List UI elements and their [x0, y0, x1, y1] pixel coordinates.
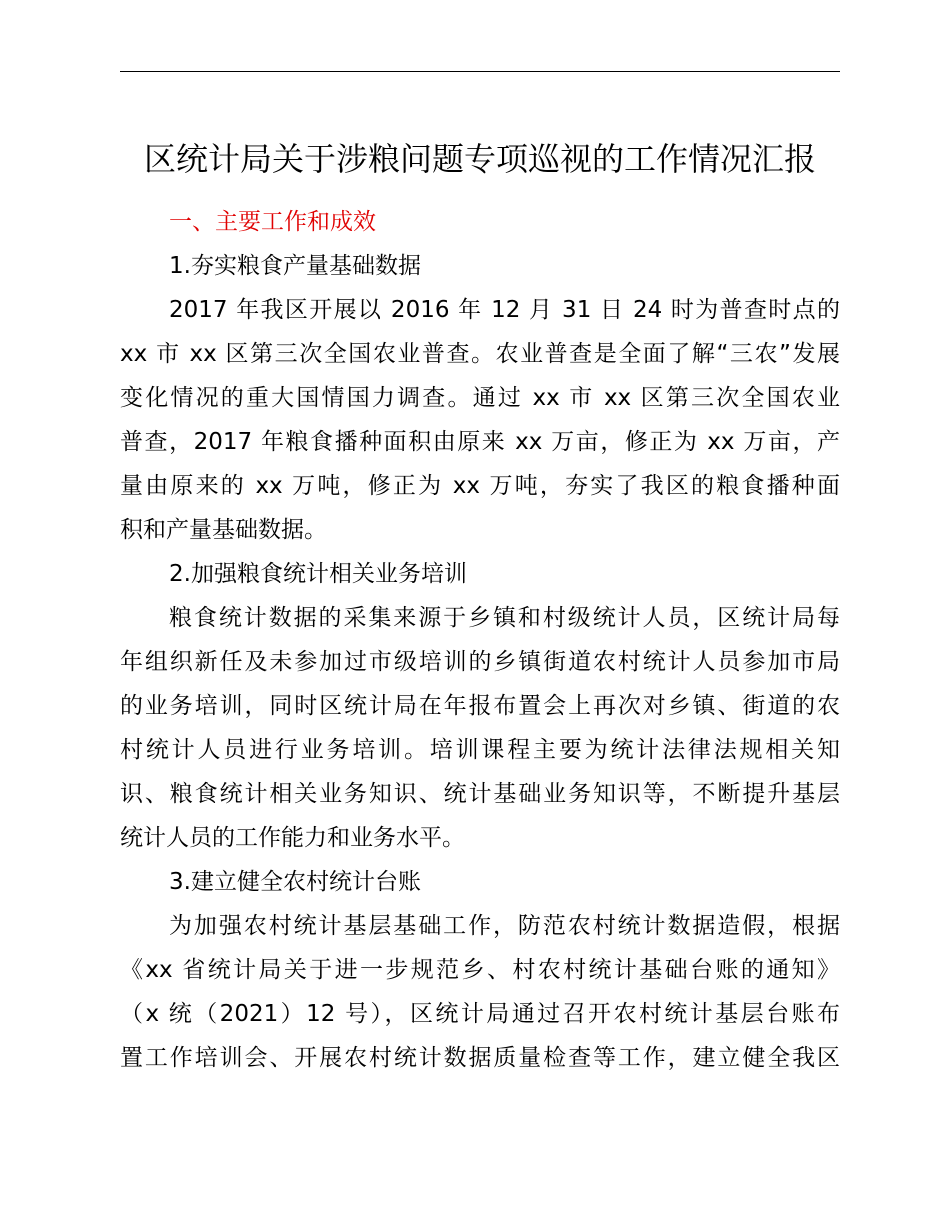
paragraph-3-line: 《xx 省统计局关于进一步规范乡、村农村统计基础台账的通知》 [120, 957, 840, 983]
paragraph-2-line: 识、粮食统计相关业务知识、统计基础业务知识等，不断提升基层 [120, 781, 840, 807]
paragraph-3-line: 为加强农村统计基层基础工作，防范农村统计数据造假，根据 [169, 913, 840, 939]
paragraph-1-line: xx 市 xx 区第三次全国农业普查。农业普查是全面了解“三农”发展 [120, 341, 840, 367]
document-title: 区统计局关于涉粮问题专项巡视的工作情况汇报 [143, 140, 816, 178]
paragraph-3-line: （x 统（2021）12 号），区统计局通过召开农村统计基层台账布 [120, 1001, 840, 1027]
section-heading: 一、主要工作和成效 [169, 209, 376, 235]
paragraph-1-line: 变化情况的重大国情国力调查。通过 xx 市 xx 区第三次全国农业 [120, 385, 840, 411]
paragraph-1-line: 积和产量基础数据。 [120, 517, 327, 543]
header-rule [120, 71, 840, 72]
paragraph-2-line: 的业务培训，同时区统计局在年报布置会上再次对乡镇、街道的农 [120, 693, 840, 719]
paragraph-1-line: 2017 年我区开展以 2016 年 12 月 31 日 24 时为普查时点的 [169, 297, 840, 323]
subheading-1: 1.夯实粮食产量基础数据 [169, 253, 421, 279]
paragraph-1-line: 普查，2017 年粮食播种面积由原来 xx 万亩，修正为 xx 万亩，产 [120, 429, 840, 455]
paragraph-1-line: 量由原来的 xx 万吨，修正为 xx 万吨，夯实了我区的粮食播种面 [120, 473, 840, 499]
paragraph-2-line: 村统计人员进行业务培训。培训课程主要为统计法律法规相关知 [120, 737, 840, 763]
paragraph-2-line: 统计人员的工作能力和业务水平。 [120, 825, 465, 851]
subheading-3: 3.建立健全农村统计台账 [169, 869, 421, 895]
subheading-2: 2.加强粮食统计相关业务培训 [169, 561, 467, 587]
paragraph-2-line: 年组织新任及未参加过市级培训的乡镇街道农村统计人员参加市局 [120, 649, 840, 675]
paragraph-3-line: 置工作培训会、开展农村统计数据质量检查等工作，建立健全我区 [120, 1045, 840, 1071]
paragraph-2-line: 粮食统计数据的采集来源于乡镇和村级统计人员，区统计局每 [169, 605, 840, 631]
document-body [120, 200, 840, 1080]
